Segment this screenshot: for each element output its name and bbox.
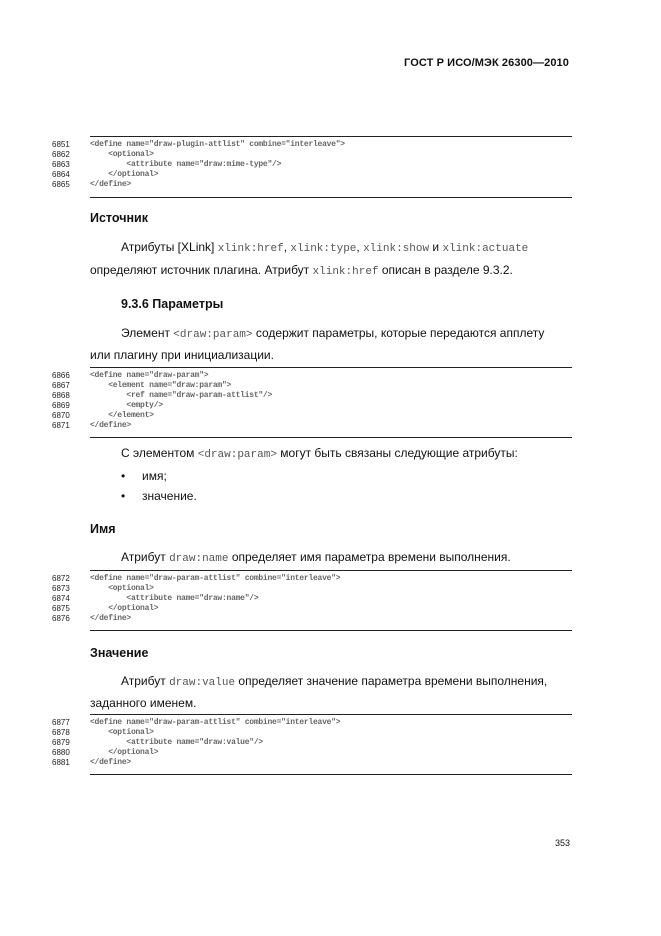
bullet-dot: •: [121, 469, 126, 483]
line-number: 6862: [52, 150, 70, 159]
element-draw-param: <draw:param>: [173, 329, 253, 341]
code-block-draw-name: [52, 570, 572, 632]
code-bottom-rule: [90, 774, 572, 775]
value-paragraph-line-1: Атрибут draw:value определяет значение параметра времени выполнения,: [121, 674, 548, 689]
code-text: <optional>: [90, 150, 154, 159]
code-bottom-rule: [90, 437, 572, 438]
code-text: <optional>: [90, 584, 154, 593]
code-text: <define name="draw-param-attlist" combine="interleave">: [90, 574, 341, 583]
bullet-dot: •: [121, 489, 126, 503]
attr-xlink-actuate: xlink:actuate: [442, 243, 529, 255]
line-number: 6880: [52, 748, 70, 757]
code-text: </define>: [90, 758, 131, 767]
line-number: 6877: [52, 718, 70, 727]
line-number: 6881: [52, 758, 70, 767]
line-number: 6873: [52, 584, 70, 593]
code-top-rule: [90, 367, 572, 368]
code-text: </define>: [90, 614, 131, 623]
code-text: <attribute name="draw:mime-type"/>: [90, 160, 282, 169]
line-number: 6851: [52, 140, 70, 149]
value-paragraph-line-2: заданного именем.: [90, 696, 197, 710]
line-number: 6870: [52, 411, 70, 420]
attr-xlink-href: xlink:href: [312, 266, 379, 278]
code-top-rule: [90, 570, 572, 571]
attr-xlink-type: xlink:type: [290, 243, 357, 255]
code-bottom-rule: [90, 630, 572, 631]
line-number: 6866: [52, 371, 70, 380]
code-text: </define>: [90, 421, 131, 430]
section-heading-parameters: 9.3.6 Параметры: [121, 297, 224, 311]
code-text: <optional>: [90, 728, 154, 737]
code-text: </optional>: [90, 170, 159, 179]
attr-draw-value: draw:value: [169, 677, 236, 689]
code-text: <ref name="draw-param-attlist"/>: [90, 391, 273, 400]
code-text: </optional>: [90, 748, 159, 757]
code-top-rule: [90, 714, 572, 715]
line-number: 6874: [52, 594, 70, 603]
line-number: 6875: [52, 604, 70, 613]
code-block-plugin-attlist: [52, 136, 572, 200]
code-text: </define>: [90, 180, 131, 189]
name-paragraph: Атрибут draw:name определяет имя параметра времени выполнения.: [121, 550, 511, 565]
section-heading-value: Значение: [90, 646, 149, 660]
code-bottom-rule: [90, 197, 572, 198]
code-text: <define name="draw-plugin-attlist" combine="interleave">: [90, 140, 345, 149]
line-number: 6871: [52, 421, 70, 430]
code-text: <empty/>: [90, 401, 163, 410]
code-block-draw-param: [52, 367, 572, 439]
code-text: <define name="draw-param">: [90, 371, 209, 380]
code-text: <attribute name="draw:name"/>: [90, 594, 259, 603]
params-paragraph-line-3: С элементом <draw:param> могут быть связаны следующие атрибуты:: [121, 446, 518, 461]
line-number: 6872: [52, 574, 70, 583]
code-text: <attribute name="draw:value"/>: [90, 738, 263, 747]
params-paragraph-line-1: Элемент <draw:param> содержит параметры, которые передаются апплету: [121, 326, 545, 341]
line-number: 6876: [52, 614, 70, 623]
code-block-draw-value: [52, 714, 572, 776]
attr-draw-name: draw:name: [169, 553, 229, 565]
page-number: 353: [554, 838, 570, 848]
line-number: 6864: [52, 170, 70, 179]
document-page: ГОСТ Р ИСО/МЭК 26300—2010 6851 <define name="draw-plugin-attlist" combine="interleave"> 6862 <optional> 6863 <attribute name="draw:mime-type"/> 6864 </optional> 6865 </define> Источник Атрибуты [XLink] xlink:href, xlink:type, xlink:show и xlink:actuate определяют источник плагина. Атрибут xlink:href описан в разделе 9.3.2. 9.3.6 Параметры Элемент <draw:param> содержит параметры, которые передаются апплету или плагину при инициализации. 6866 <define name="draw-param"> 6867 <element name="draw:param"> 6868 <ref name="draw-param-attlist"/> 6869 <empty/> 6870 </element> 6871 </define> С элементом <draw:param> могут быть связаны следующие атрибуты: • имя; • значение. Имя Атрибут draw:name определяет имя параметра времени выполнения. 6872 <define name="draw-param-attlist" combine="interleave"> 6873 <optional> 6874 <attribute name="draw:name"/> 6875 </optional> 6876 </define> Значение Атрибут draw:value определяет значение параметра времени выполнения, заданного именем. 6877 <define name="draw-param-attlist" combine="interleave"> 6878 <optional> 6879 <attribute name="draw:value"/> 6880 </optional> 6881 </define> 353: [52, 57, 570, 848]
attr-xlink-href: xlink:href: [217, 243, 284, 255]
params-paragraph-line-2: или плагину при инициализации.: [90, 348, 274, 362]
line-number: 6869: [52, 401, 70, 410]
line-number: 6863: [52, 160, 70, 169]
code-text: </optional>: [90, 604, 159, 613]
section-heading-source: Источник: [90, 211, 148, 225]
line-number: 6879: [52, 738, 70, 747]
source-paragraph-line-1: Атрибуты [XLink] xlink:href, xlink:type, xlink:show и xlink:actuate: [121, 240, 529, 255]
source-paragraph-line-2: определяют источник плагина. Атрибут xlink:href описан в разделе 9.3.2.: [90, 263, 513, 278]
attr-xlink-show: xlink:show: [363, 243, 430, 255]
code-text: <element name="draw:param">: [90, 381, 232, 390]
code-top-rule: [90, 136, 572, 137]
code-text: <define name="draw-param-attlist" combine="interleave">: [90, 718, 341, 727]
code-text: </element>: [90, 411, 154, 420]
standard-header: ГОСТ Р ИСО/МЭК 26300—2010: [404, 57, 569, 69]
line-number: 6868: [52, 391, 70, 400]
line-number: 6865: [52, 180, 70, 189]
section-heading-name: Имя: [90, 522, 116, 536]
element-draw-param: <draw:param>: [197, 449, 277, 461]
line-number: 6867: [52, 381, 70, 390]
line-number: 6878: [52, 728, 70, 737]
